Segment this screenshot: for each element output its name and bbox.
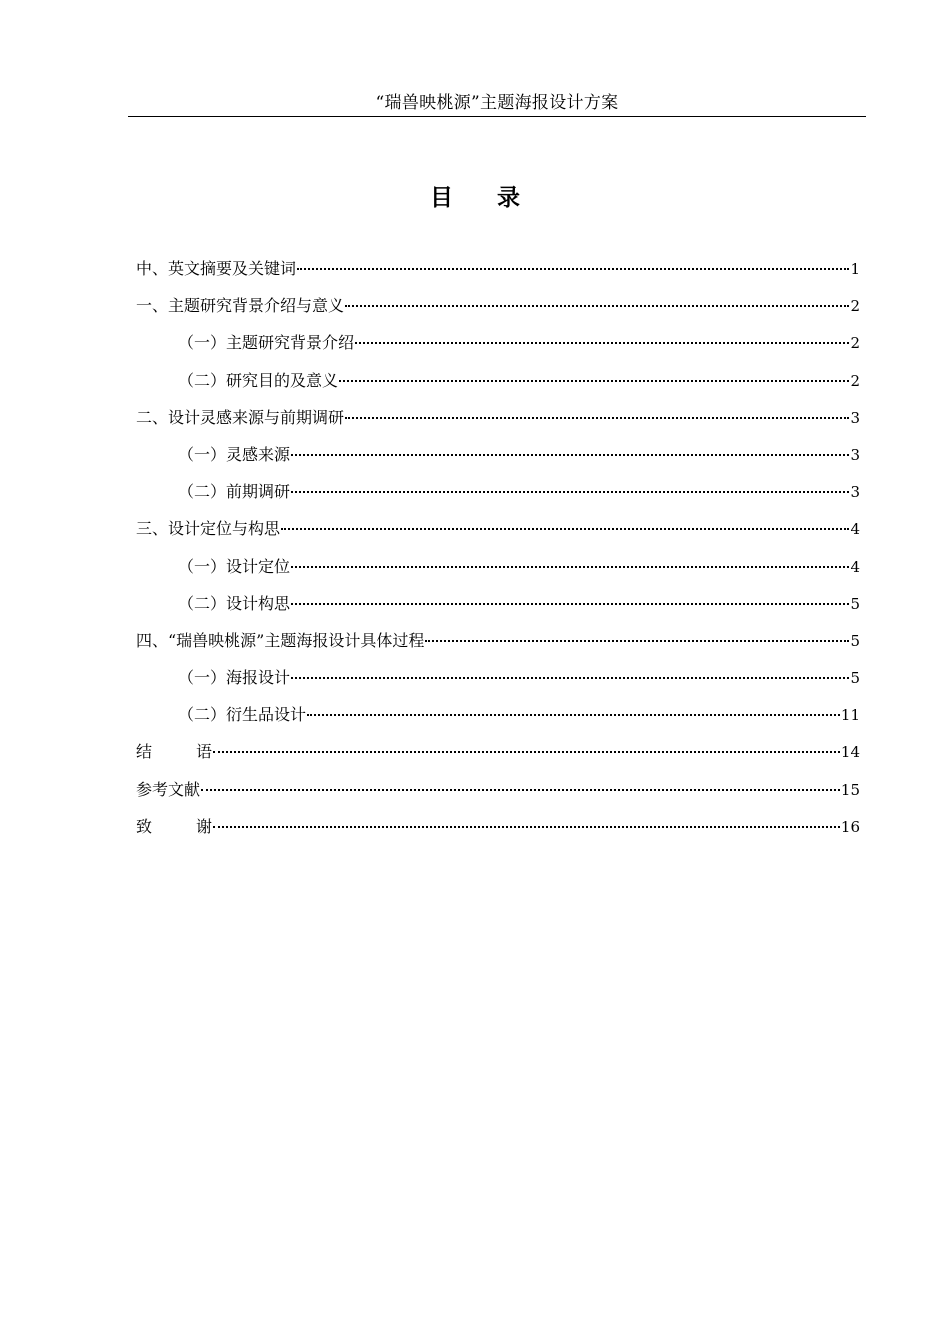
dot-leader bbox=[425, 639, 849, 642]
toc-entry-chapter-4[interactable] bbox=[136, 628, 860, 665]
toc-entry-label: （一）灵感来源 bbox=[178, 444, 291, 464]
toc-entry-page: 3 bbox=[850, 445, 860, 464]
toc-entry-section-1-2[interactable] bbox=[136, 368, 860, 405]
page-header bbox=[128, 92, 866, 117]
dot-leader bbox=[291, 490, 849, 493]
toc-entry-acknowledgements[interactable] bbox=[136, 814, 860, 851]
toc-entry-page: 4 bbox=[850, 557, 860, 576]
toc-entry-abstract[interactable] bbox=[136, 256, 860, 293]
toc-entry-chapter-1[interactable] bbox=[136, 293, 860, 330]
toc-entry-page: 4 bbox=[850, 520, 860, 539]
dot-leader bbox=[345, 416, 849, 419]
toc-entry-label: （一）设计定位 bbox=[178, 556, 291, 576]
toc-entry-references[interactable] bbox=[136, 777, 860, 814]
toc-entry-label: （一）主题研究背景介绍 bbox=[178, 333, 355, 353]
dot-leader bbox=[213, 750, 840, 753]
toc-entry-page: 2 bbox=[850, 334, 860, 353]
toc-entry-label-char: 谢 bbox=[195, 816, 212, 836]
toc-entry-label: （一）海报设计 bbox=[178, 668, 291, 688]
toc-entry-section-2-1[interactable] bbox=[136, 442, 860, 479]
toc-entry-chapter-3[interactable] bbox=[136, 516, 860, 553]
toc-entry-section-4-1[interactable] bbox=[136, 665, 860, 702]
toc-entry-label: （二）研究目的及意义 bbox=[178, 370, 339, 390]
toc-entry-label: 二、设计灵感来源与前期调研 bbox=[136, 407, 345, 427]
toc-entry-label: 三、设计定位与构思 bbox=[136, 519, 281, 539]
toc-entry-page: 1 bbox=[850, 260, 860, 278]
toc-entry-label-char: 致 bbox=[136, 816, 153, 836]
toc-list bbox=[136, 256, 860, 851]
dot-leader bbox=[307, 713, 840, 716]
toc-entry-page: 2 bbox=[850, 297, 860, 316]
dot-leader bbox=[201, 788, 840, 791]
toc-entry-section-1-1[interactable] bbox=[136, 330, 860, 367]
toc-entry-label-char: 结 bbox=[136, 742, 153, 762]
toc-title-char: 录 bbox=[497, 184, 520, 211]
toc-entry-section-3-1[interactable] bbox=[136, 554, 860, 591]
toc-entry-page: 15 bbox=[840, 780, 860, 799]
toc-entry-page: 3 bbox=[850, 483, 860, 502]
toc-entry-conclusion[interactable] bbox=[136, 739, 860, 776]
toc-entry-label bbox=[136, 814, 212, 840]
toc-entry-section-3-2[interactable] bbox=[136, 591, 860, 628]
toc-entry-page: 5 bbox=[850, 669, 860, 688]
toc-entry-page: 3 bbox=[850, 408, 860, 427]
toc-entry-page: 5 bbox=[850, 594, 860, 613]
toc-entry-label: 中、英文摘要及关键词 bbox=[136, 259, 297, 278]
toc-entry-page: 2 bbox=[850, 371, 860, 390]
toc-entry-label: （二）衍生品设计 bbox=[178, 705, 307, 725]
toc-entry-label: 四、“瑞兽映桃源”主题海报设计具体过程 bbox=[136, 630, 425, 650]
dot-leader bbox=[291, 453, 849, 456]
dot-leader bbox=[355, 341, 849, 344]
dot-leader bbox=[297, 267, 849, 270]
dot-leader bbox=[345, 304, 849, 307]
toc-entry-label: 一、主题研究背景介绍与意义 bbox=[136, 296, 345, 316]
toc-entry-page: 11 bbox=[840, 706, 860, 725]
toc-entry-section-2-2[interactable] bbox=[136, 479, 860, 516]
toc-entry-section-4-2[interactable] bbox=[136, 702, 860, 739]
toc-entry-label-char: 语 bbox=[195, 742, 212, 762]
dot-leader bbox=[291, 565, 849, 568]
toc-entry-page: 5 bbox=[850, 631, 860, 650]
dot-leader bbox=[291, 676, 849, 679]
toc-title-char: 目 bbox=[430, 184, 453, 211]
dot-leader bbox=[213, 825, 840, 828]
toc-entry-label: 参考文献 bbox=[136, 779, 201, 799]
toc-entry-label: （二）前期调研 bbox=[178, 482, 291, 502]
toc-title bbox=[0, 183, 950, 213]
toc-entry-page: 14 bbox=[840, 743, 860, 762]
toc-entry-chapter-2[interactable] bbox=[136, 405, 860, 442]
dot-leader bbox=[291, 602, 849, 605]
dot-leader bbox=[339, 379, 849, 382]
toc-entry-page: 16 bbox=[840, 817, 860, 836]
toc-entry-label bbox=[136, 739, 212, 765]
document-title: “瑞兽映桃源”主题海报设计方案 bbox=[375, 93, 619, 113]
dot-leader bbox=[281, 527, 849, 530]
toc-entry-label: （二）设计构思 bbox=[178, 593, 291, 613]
